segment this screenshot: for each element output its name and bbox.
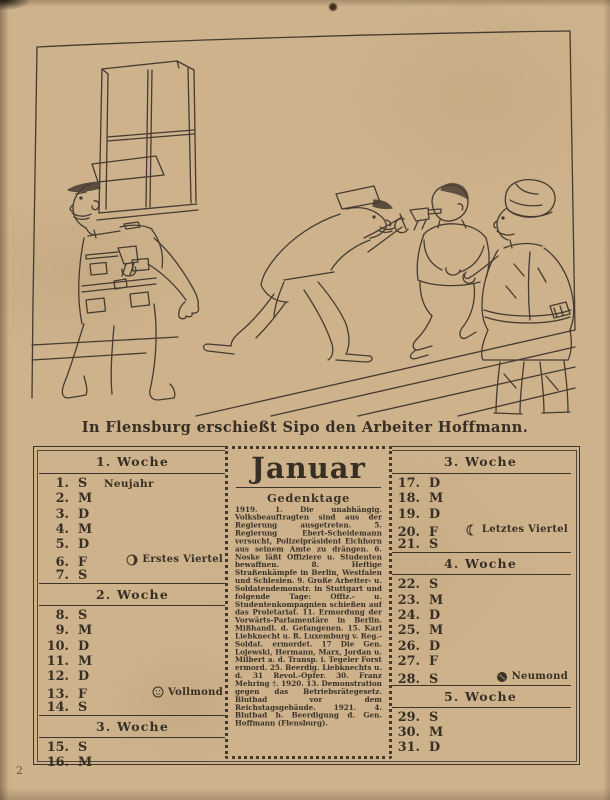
day-number: 9. xyxy=(55,623,69,639)
day-number: 1. xyxy=(55,476,69,491)
calendar-day-row xyxy=(39,608,226,623)
calendar-day-row xyxy=(39,476,226,491)
calendar-day-row xyxy=(39,755,226,770)
weekday-letter: D xyxy=(78,506,90,522)
calendar-day-row xyxy=(39,700,226,715)
calendar-day-row xyxy=(390,710,571,725)
calendar-day-row xyxy=(390,476,571,491)
calendar-day-row xyxy=(39,623,226,638)
calendar-day-row xyxy=(39,552,226,571)
worker-hoffmann xyxy=(410,184,489,359)
day-list xyxy=(39,606,226,715)
week-block xyxy=(390,552,571,687)
weekday-letter: M xyxy=(429,724,444,740)
weekday-letter: D xyxy=(429,638,441,654)
weekday-letter: S xyxy=(429,671,439,687)
week-block xyxy=(390,450,571,552)
weekday-letter: F xyxy=(429,524,439,540)
weekday-letter: M xyxy=(78,755,93,771)
week-header-label: 1. Woche xyxy=(39,450,226,474)
week-block xyxy=(39,715,226,771)
day-number: 20. xyxy=(397,524,420,540)
january-calendar xyxy=(33,446,580,771)
day-number: 8. xyxy=(55,608,69,624)
week-header-label: 3. Woche xyxy=(390,450,571,474)
weekday-letter: S xyxy=(429,537,439,553)
week-header-label: 4. Woche xyxy=(390,552,571,575)
weekday-letter: D xyxy=(429,608,441,624)
moon-phase xyxy=(152,685,226,700)
calendar-day-row xyxy=(39,639,226,654)
title-divider xyxy=(236,487,381,488)
memorial-days-heading: Gedenktage xyxy=(267,491,350,505)
day-number: 3. xyxy=(55,506,69,522)
holiday-note: Neujahr xyxy=(104,478,154,490)
week-header-label: 5. Woche xyxy=(390,685,571,708)
page-edge-stain xyxy=(0,0,30,10)
day-number: 16. xyxy=(46,755,69,771)
moon-phase-label: Letztes Viertel xyxy=(481,523,568,535)
day-number: 18. xyxy=(397,491,420,507)
weekday-letter: M xyxy=(429,623,444,639)
weekday-letter: D xyxy=(78,638,90,654)
day-number: 13. xyxy=(46,687,69,703)
page-number: 2 xyxy=(16,764,23,777)
calendar-day-row xyxy=(39,537,226,552)
calendar-day-row xyxy=(390,608,571,623)
weekday-letter: S xyxy=(78,476,88,491)
day-number: 27. xyxy=(397,653,420,669)
weekday-letter: F xyxy=(429,653,439,669)
day-number: 26. xyxy=(397,638,420,654)
day-number: 5. xyxy=(55,537,69,553)
day-list xyxy=(390,474,571,552)
calendar-day-row xyxy=(390,577,571,592)
sipo-officer-left xyxy=(62,156,198,400)
calendar-day-row xyxy=(39,669,226,684)
day-number: 7. xyxy=(55,567,69,583)
weekday-letter: M xyxy=(78,491,93,507)
week-header-label: 3. Woche xyxy=(39,715,226,738)
calendar-day-row xyxy=(390,654,571,669)
calendar-right-column xyxy=(390,450,571,761)
calendar-day-row xyxy=(39,491,226,506)
moon-phase xyxy=(466,522,571,537)
moon-phase-label: Neumond xyxy=(511,671,568,683)
calendar-day-row xyxy=(390,593,571,608)
weekday-letter: S xyxy=(78,699,88,715)
moon-phase-label: Erstes Viertel xyxy=(142,554,223,566)
day-number: 29. xyxy=(397,709,420,725)
week-block xyxy=(39,450,226,583)
week-block xyxy=(39,583,226,715)
weekday-letter: S xyxy=(78,740,88,756)
weekday-letter: S xyxy=(78,608,88,624)
day-number: 23. xyxy=(397,592,420,608)
month-panel xyxy=(225,446,392,759)
calendar-day-row xyxy=(39,654,226,669)
calendar-day-row xyxy=(390,507,571,522)
weekday-letter: S xyxy=(429,709,439,725)
day-number: 11. xyxy=(46,653,69,669)
day-number: 30. xyxy=(397,724,420,740)
shooting-officer-center xyxy=(204,186,442,362)
weekday-letter: M xyxy=(429,491,444,507)
weekday-letter: D xyxy=(78,669,90,685)
calendar-day-row xyxy=(390,725,571,740)
drawing-frame xyxy=(32,31,575,398)
day-number: 15. xyxy=(46,740,69,756)
calendar-day-row xyxy=(39,507,226,522)
weekday-letter: F xyxy=(78,555,88,571)
guard-right xyxy=(463,180,574,414)
day-number: 4. xyxy=(55,521,69,537)
calendar-day-row xyxy=(390,740,571,755)
day-number: 6. xyxy=(55,555,69,571)
day-number: 2. xyxy=(55,491,69,507)
weekday-letter: S xyxy=(78,567,88,583)
month-title: Januar xyxy=(251,451,366,485)
day-number: 28. xyxy=(397,671,420,687)
weekday-letter: D xyxy=(78,537,90,553)
day-list xyxy=(390,575,571,687)
calendar-day-row xyxy=(39,740,226,755)
calendar-day-row xyxy=(39,522,226,537)
weekday-letter: M xyxy=(429,592,444,608)
weekday-letter: M xyxy=(78,653,93,669)
calendar-day-row xyxy=(390,522,571,540)
weekday-letter: D xyxy=(429,506,441,522)
weekday-letter: D xyxy=(429,476,441,491)
calendar-day-row xyxy=(390,639,571,654)
day-number: 25. xyxy=(397,623,420,639)
full-moon-icon xyxy=(152,686,164,698)
calendar-day-row xyxy=(39,685,226,703)
day-number: 14. xyxy=(46,699,69,715)
day-number: 21. xyxy=(397,537,420,553)
last-quarter-moon-icon xyxy=(466,524,478,536)
week-header-label: 2. Woche xyxy=(39,583,226,606)
day-list xyxy=(39,738,226,771)
day-number: 10. xyxy=(46,638,69,654)
weekday-letter: S xyxy=(429,577,439,593)
cartoon-illustration xyxy=(28,24,582,420)
first-quarter-moon-icon xyxy=(126,554,138,566)
calendar-day-row xyxy=(390,669,571,687)
calendar-day-row xyxy=(390,623,571,638)
day-number: 17. xyxy=(397,476,420,491)
floor-lines xyxy=(32,330,575,416)
moon-phase xyxy=(496,669,571,684)
calendar-left-column xyxy=(39,450,226,771)
window-drawing xyxy=(97,61,198,220)
weekday-letter: M xyxy=(78,521,93,537)
cartoon-caption: In Flensburg erschießt Sipo den Arbeiter Hoffmann. xyxy=(81,419,529,436)
day-number: 31. xyxy=(397,740,420,756)
day-list xyxy=(390,708,571,756)
day-number: 12. xyxy=(46,669,69,685)
memorial-days-text: 1919. 1. Die unabhängig. Volksbeauftragten sind aus der Regierung ausgetreten. 5. Regierung Ebert-Scheidemann versucht, Polizeipräsident Eichhorn aus seinem Amte zu drängen. 6. Noske läßt Offiziere u. Studenten bewaffnen. 8. Heftige Straßenkämpfe in Berlin, Westfalen und Schlesien. 9. Große Arbeiter- u. Soldatendemonstr. in Stuttgart und folgende Tage: Offiz.- u. Studentenkompagnien schießen auf das Proletariat. 11. Ermordung der Vorwärts-Parlamentäre in Berlin. Mißhandl. d. Gefangenen. 15. Karl Liebknecht u. R. Luxemburg v. Reg.-Soldat. ermordet. 17 Die Gen. Lojewski, Hermann, Marx, Jordan u. Milbert a. d. Transp. i. Tegeler Forst ermord. 25. Beerdig. Liebknechts u. d. 31 Revol.-Opfer. 30. Franz Mehring †. 1920. 13. Demonstration gegen das Betriebsrätegesetz. Blutbad vor dem Reichstagsgebäude. 1921. 4. Blutbad b. Beerdigung d. Gen. Hoffmann (Flensburg). xyxy=(235,506,382,728)
moon-phase-label: Vollmond xyxy=(167,686,223,698)
calendar-day-row xyxy=(390,491,571,506)
day-list xyxy=(39,474,226,583)
day-number: 19. xyxy=(397,506,420,522)
weekday-letter: M xyxy=(78,623,93,639)
weekday-letter: D xyxy=(429,740,441,756)
calendar-day-row xyxy=(390,537,571,552)
day-number: 22. xyxy=(397,577,420,593)
calendar-day-row xyxy=(39,568,226,583)
moon-phase xyxy=(126,552,226,567)
new-moon-icon xyxy=(496,671,508,683)
weekday-letter: F xyxy=(78,687,88,703)
week-block xyxy=(390,685,571,756)
day-number: 24. xyxy=(397,608,420,624)
